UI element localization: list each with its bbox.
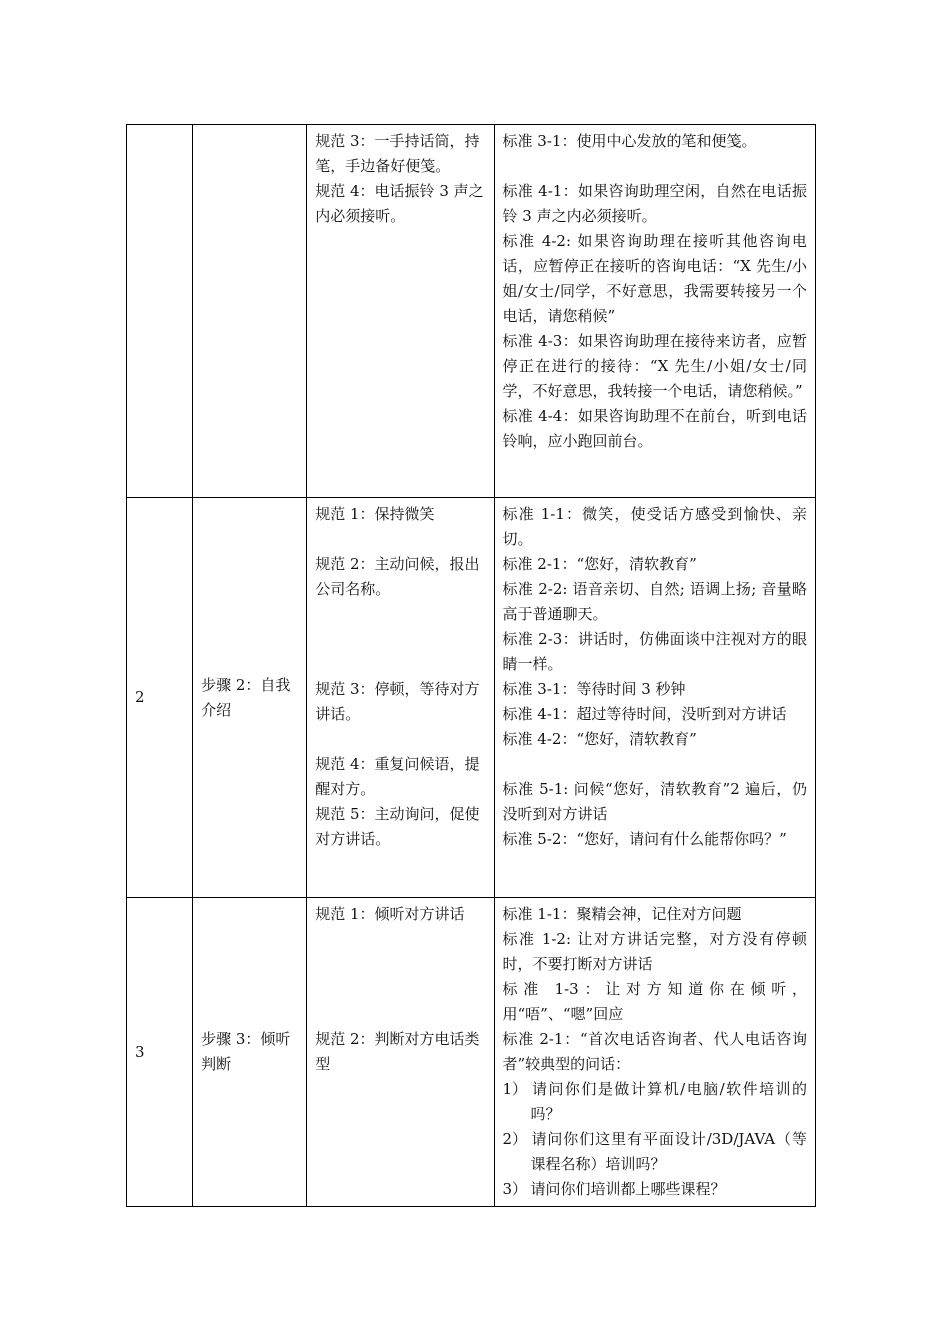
step-name-cell: 步骤 2：自我介绍 [193, 498, 307, 898]
standard-text: 标准 4-1：如果咨询助理空闲，自然在电话振铃 3 声之内必须接听。 [502, 182, 807, 225]
norm-text: 规范 4：重复问候语，提醒对方。 [315, 755, 480, 798]
norm-text: 规范 1：保持微笑 [315, 505, 435, 523]
standard-text: 标准 5-1: 问候“您好，清软教育”2 遍后，仍没听到对方讲话 [502, 780, 807, 823]
list-item [503, 1077, 807, 1127]
list-number: 1） [502, 1080, 528, 1098]
standard-text: 标准 5-2：“您好，请问有什么能帮你吗？” [502, 830, 787, 848]
norm-text: 规范 3：停顿，等待对方讲话。 [315, 680, 480, 723]
standard-text: 标准 2-1：“您好，清软教育” [502, 555, 697, 573]
table-row [127, 898, 816, 1207]
norms-cell [307, 125, 494, 498]
standard-text: 标准 2-3：讲话时，仿佛面谈中注视对方的眼睛一样。 [502, 630, 807, 673]
standards-cell [494, 498, 815, 898]
standard-text: 标准 4-2：“您好，清软教育” [502, 730, 697, 748]
standard-text: 标准 3-1：使用中心发放的笔和便笺。 [502, 132, 757, 150]
standard-text: 标准 1-2: 让对方讲话完整，对方没有停顿时，不要打断对方讲话 [502, 930, 807, 973]
table-row [127, 125, 816, 498]
step-name-cell [193, 125, 307, 498]
standard-text: 标准 4-3：如果咨询助理在接待来访者，应暂停正在进行的接待：“X 先生/小姐/女士/同学，不好意思，我转接一个电话，请您稍候。” [502, 332, 807, 400]
list-text: 请问你们是做计算机/电脑/软件培训的吗？ [530, 1080, 807, 1123]
norms-cell [307, 898, 494, 1207]
list-item [503, 1177, 807, 1202]
norm-text: 规范 5：主动询问，促使对方讲话。 [315, 805, 480, 848]
table-row [127, 498, 816, 898]
norms-cell [307, 498, 494, 898]
standard-text: 标准 4-4：如果咨询助理不在前台，听到电话铃响，应小跑回前台。 [502, 407, 807, 450]
norm-text: 规范 1：倾听对方讲话 [315, 905, 465, 923]
norm-text: 规范 2：主动问候，报出公司名称。 [315, 555, 480, 598]
standard-text: 标准 3-1：等待时间 3 秒钟 [502, 680, 686, 698]
standard-text: 标准 1-1：微笑，使受话方感受到愉快、亲切。 [502, 505, 807, 548]
list-number: 2） [502, 1130, 528, 1148]
step-number-cell: 2 [127, 498, 193, 898]
standard-text: 标准 1-3：让对方知道你在倾听，用“唔”、“嗯”回应 [502, 980, 807, 1023]
standard-text: 标准 1-1：聚精会神，记住对方问题 [502, 905, 742, 923]
standard-text: 标准 2-2: 语音亲切、自然; 语调上扬; 音量略高于普通聊天。 [502, 580, 807, 623]
list-text: 请问你们培训都上哪些课程？ [530, 1180, 726, 1198]
standard-text: 标准 4-2: 如果咨询助理在接听其他咨询电话，应暂停正在接听的咨询电话：“X 先生/小姐/女士/同学，不好意思，我需要转接另一个电话，请您稍候” [502, 232, 807, 325]
standards-cell [494, 125, 815, 498]
step-number-cell [127, 125, 193, 498]
norm-text: 规范 2：判断对方电话类型 [315, 1030, 480, 1073]
standard-text: 标准 4-1：超过等待时间，没听到对方讲话 [502, 705, 787, 723]
list-number: 3） [502, 1180, 528, 1198]
norm-text: 规范 4：电话振铃 3 声之内必须接听。 [315, 182, 484, 225]
step-name-cell: 步骤 3：倾听判断 [193, 898, 307, 1207]
standards-cell [494, 898, 815, 1207]
list-item [503, 1127, 807, 1177]
list-text: 请问你们这里有平面设计/3D/JAVA（等课程名称）培训吗？ [530, 1130, 807, 1173]
procedure-table [126, 124, 816, 1207]
standard-text: 标准 2-1：“首次电话咨询者、代人电话咨询者”较典型的问话： [502, 1030, 807, 1073]
step-number-cell: 3 [127, 898, 193, 1207]
norm-text: 规范 3：一手持话筒，持笔，手边备好便笺。 [315, 132, 480, 175]
